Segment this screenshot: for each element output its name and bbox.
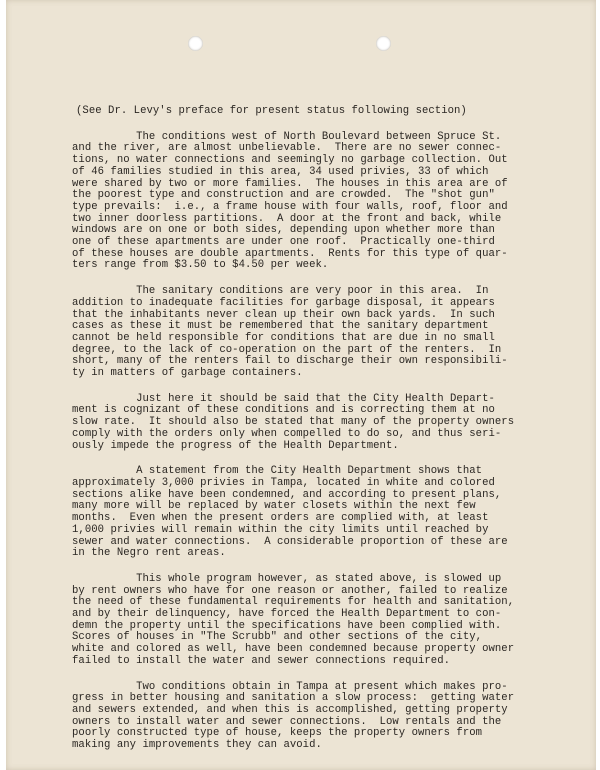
- paragraph: [72, 132, 552, 272]
- preface-note: (See Dr. Levy's preface for present status following section): [76, 105, 467, 117]
- text-line: the poorest type and construction and are crowded. The "shot gun": [72, 189, 495, 202]
- paragraph: [72, 574, 552, 668]
- text-line: poorly constructed type of house, keeps the property owners from: [72, 727, 483, 740]
- text-line: A statement from the City Health Department shows that: [72, 465, 483, 478]
- paragraph: [72, 682, 552, 752]
- text-line: and the river, are almost unbelievable. There are no sewer connec-: [72, 142, 502, 155]
- text-line: one of these apartments are under one roof. Practically one-third: [72, 236, 495, 249]
- text-line: slow rate. It should also be stated that many of the property owners: [72, 416, 515, 429]
- text-line: demn the property until the specifications have been complied with.: [72, 619, 502, 632]
- text-line: and by their delinquency, have forced the Health Department to con-: [72, 608, 502, 621]
- text-line: The sanitary conditions are very poor in this area. In: [72, 285, 489, 298]
- text-line: short, many of the renters fail to discharge their own responsibili-: [72, 355, 508, 368]
- text-line: ty in matters of garbage containers.: [72, 367, 303, 380]
- text-line: cases as these it must be remembered that the sanitary department: [72, 320, 489, 333]
- text-line: Scores of houses in "The Scrubb" and other sections of the city,: [72, 631, 483, 644]
- text-line: making any improvements they can avoid.: [72, 739, 322, 752]
- text-line: were shared by two or more families. The houses in this area are of: [72, 177, 508, 190]
- text-line: ously impede the progress of the Health Department.: [72, 439, 399, 452]
- text-line: approximately 3,000 privies in Tampa, located in white and colored: [72, 476, 495, 489]
- text-line: failed to install the water and sewer connections required.: [72, 654, 451, 667]
- text-line: type prevails: i.e., a frame house with four walls, roof, floor and: [72, 200, 508, 213]
- text-line: windows are on one or both sides, depending upon whether more than: [72, 224, 495, 237]
- text-line: ters range from $3.50 to $4.50 per week.: [72, 259, 329, 272]
- text-line: and sewers extended, and when this is accomplished, getting property: [72, 703, 508, 716]
- text-line: degree, to the lack of co-operation on the part of the renters. In: [72, 343, 502, 356]
- text-line: tions, no water connections and seemingly no garbage collection. Out: [72, 154, 508, 167]
- text-line: Two conditions obtain in Tampa at present which makes pro-: [72, 680, 508, 693]
- text-line: addition to inadequate facilities for garbage disposal, it appears: [72, 296, 495, 309]
- paragraph-list: [72, 132, 552, 752]
- text-line: comply with the orders only when compelled to do so, and thus seri-: [72, 427, 502, 440]
- text-line: two inner doorless partitions. A door at the front and back, while: [72, 212, 502, 225]
- text-line: that the inhabitants never clean up their own back yards. In such: [72, 308, 495, 321]
- text-line: white and colored as well, have been condemned because property owner: [72, 643, 515, 656]
- paragraph: [72, 466, 552, 560]
- text-line: of 46 families studied in this area, 34 used privies, 33 of which: [72, 165, 489, 178]
- text-line: This whole program however, as stated above, is slowed up: [72, 572, 502, 585]
- text-line: in the Negro rent areas.: [72, 547, 226, 560]
- document-page: [6, 0, 596, 770]
- typed-text-body: [72, 106, 552, 766]
- text-line: cannot be held responsible for conditions that are due in no small: [72, 331, 495, 344]
- text-line: months. Even when the present orders are complied with, at least: [72, 512, 489, 525]
- text-line: sewer and water connections. A considerable proportion of these are: [72, 535, 508, 548]
- text-line: owners to install water and sewer connections. Low rentals and the: [72, 715, 502, 728]
- text-line: ment is cognizant of these conditions and is correcting them at no: [72, 404, 495, 417]
- text-line: 1,000 privies will remain within the city limits until reached by: [72, 523, 489, 536]
- punch-hole-left: [188, 36, 203, 51]
- text-line: gress in better housing and sanitation a slow process: getting water: [72, 692, 515, 705]
- text-line: of these houses are double apartments. Rents for this type of quar-: [72, 247, 508, 260]
- text-line: Just here it should be said that the City Health Depart-: [72, 392, 495, 405]
- paragraph: [72, 394, 552, 453]
- paragraph: [72, 286, 552, 380]
- text-line: sections alike have been condemned, and according to present plans,: [72, 488, 502, 501]
- text-line: the need of these fundamental requirements for health and sanitation,: [72, 596, 515, 609]
- punch-hole-right: [376, 36, 391, 51]
- text-line: many more will be replaced by water closets within the next few: [72, 500, 476, 513]
- text-line: The conditions west of North Boulevard between Spruce St.: [72, 130, 502, 143]
- text-line: by rent owners who have for one reason or another, failed to realize: [72, 584, 508, 597]
